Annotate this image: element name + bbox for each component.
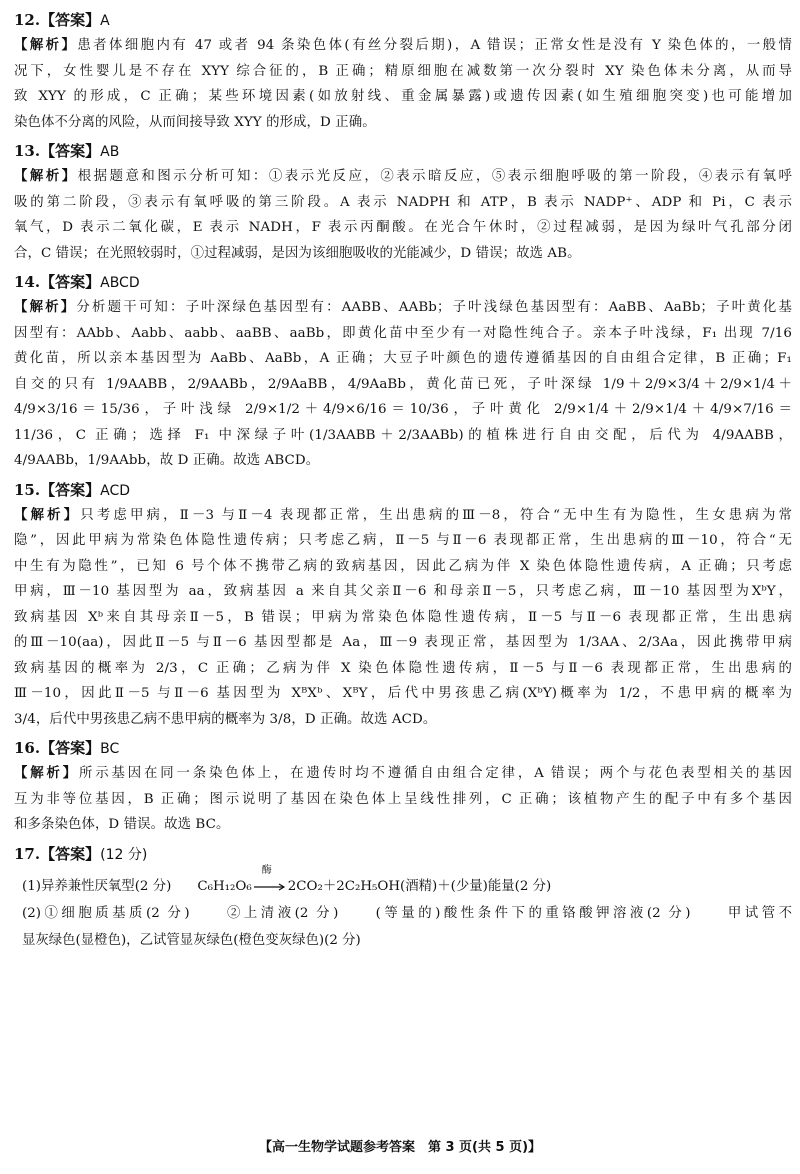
q15-analysis-label: 【解析】 bbox=[14, 506, 81, 523]
q15-analysis-line-2: 隐”，因此甲病为常染色体隐性遗传病；只考虑乙病，Ⅱ－5 与Ⅱ－6 表现都正常，生出患病的Ⅲ－10，符合“无 bbox=[14, 533, 792, 548]
question-17 bbox=[14, 842, 792, 954]
q13-answer: AB bbox=[100, 144, 120, 160]
q14-analysis-line-6: 11/36，C 正确；选择 F₁ 中深绿子叶(1/3AABB＋2/3AABb)的植株进行自由交配，后代为 4/9AABB， bbox=[14, 427, 792, 443]
q12-answer-line bbox=[14, 8, 792, 33]
q15-answer-line bbox=[14, 478, 792, 503]
q14-answer-label: 【答案】 bbox=[40, 273, 101, 291]
q12-answer: A bbox=[100, 13, 110, 29]
q17-score: (12 分) bbox=[100, 846, 148, 863]
q15-answer: ACD bbox=[100, 482, 131, 499]
q12-number: 12. bbox=[14, 11, 41, 29]
q17-sub2-line-1: (2)①细胞质基质(2 分) ②上清液(2 分) (等量的)酸性条件下的重铬酸钾溶液(2 分) 甲试管不 bbox=[22, 905, 792, 921]
q17-answer-label: 【答案】 bbox=[40, 844, 101, 863]
q17-sub2-line-2: 显灰绿色(显橙色)，乙试管显灰绿色(橙色变灰绿色)(2 分) bbox=[22, 932, 361, 948]
q13-answer-label: 【答案】 bbox=[40, 142, 101, 160]
page-footer: 【高一生物学试题参考答案 第 3 页(共 5 页)】 bbox=[258, 1140, 542, 1155]
q17-equation-arrow bbox=[253, 865, 287, 894]
question-14 bbox=[14, 270, 792, 474]
q15-analysis-line-7: 致病基因的概率为 2/3，C 正确；乙病为伴 X 染色体隐性遗传病，Ⅱ－5 与Ⅱ－6 表现都正常，生出患病的 bbox=[14, 660, 792, 676]
q12-analysis-label: 【解析】 bbox=[14, 37, 78, 53]
q12-analysis-line-4: 染色体不分离的风险，从而间接导致 XYY 的形成，D 正确。 bbox=[14, 114, 376, 130]
q17-answer-line bbox=[14, 842, 792, 867]
q13-analysis-line-3: 氧气，D 表示二氧化碳，E 表示 NADH，F 表示丙酮酸。在光合午休时，②过程减弱，是因为绿叶气孔部分闭 bbox=[14, 220, 792, 235]
q17-equation-products: 2CO₂＋2C₂H₅OH(酒精)＋(少量)能量(2 分) bbox=[287, 878, 552, 894]
q14-analysis-line-5: 4/9×3/16＝15/36，子叶浅绿 2/9×1/2＋4/9×6/16＝10/36，子叶黄化 2/9×1/4＋2/9×1/4＋4/9×7/16＝ bbox=[14, 402, 792, 417]
q15-analysis-line-5: 致病基因 Xᵇ来自其母亲Ⅱ－5，B 错误；甲病为常染色体隐性遗传病，Ⅱ－5 与Ⅱ－6 表现都正常，生出患病 bbox=[14, 609, 792, 625]
q15-analysis-line-8: Ⅲ－10，因此Ⅱ－5 与Ⅱ－6 基因型为 XᴮXᵇ、XᴮY，后代中男孩患乙病(XᵇY)概率为 1/2，不患甲病的概率为 bbox=[14, 686, 792, 701]
q15-number: 15. bbox=[14, 480, 41, 499]
q15-analysis-line-4: 甲病，Ⅲ－10 基因型为 aa，致病基因 a 来自其父亲Ⅱ－6 和母亲Ⅱ－5，只考虑乙病，Ⅲ－10 基因型为XᵇY， bbox=[14, 584, 792, 599]
q14-analysis-label: 【解析】 bbox=[14, 299, 77, 315]
q16-analysis-label: 【解析】 bbox=[14, 765, 80, 781]
q13-number: 13. bbox=[14, 142, 41, 160]
question-12 bbox=[14, 8, 792, 135]
q15-analysis-line-6: 的Ⅲ－10(aa)，因此Ⅱ－5 与Ⅱ－6 基因型都是 Aa，Ⅲ－9 表现正常，基因型为 1/3AA、2/3Aa，因此携带甲病 bbox=[14, 635, 792, 650]
q13-analysis-line-1: 【解析】根据题意和图示分析可知：①表示光反应，②表示暗反应，⑤表示细胞呼吸的第一阶段，④表示有氧呼 bbox=[14, 168, 793, 184]
q15-analysis-line-9: 3/4，后代中男孩患乙病不患甲病的概率为 3/8，D 正确。故选 ACD。 bbox=[14, 711, 437, 727]
q16-analysis-line-3: 和多条染色体，D 错误。故选 BC。 bbox=[14, 817, 230, 832]
q15-answer-label: 【答案】 bbox=[40, 480, 101, 499]
q17-equation-reactant: C₆H₁₂O₆ bbox=[197, 878, 252, 894]
q16-number: 16. bbox=[14, 739, 41, 757]
enzyme-label: 酶 bbox=[261, 865, 272, 876]
q14-answer-line bbox=[14, 270, 792, 295]
q15-analysis-line-3: 中生有为隐性”，已知 6 号个体不携带乙病的致病基因，因此乙病为伴 X 染色体隐性遗传病，A 正确；只考虑 bbox=[14, 558, 792, 574]
q12-analysis-line-3: 致 XYY 的形成，C 正确；某些环境因素(如放射线、重金属暴露)或遗传因素(如生殖细胞突变)也可能增加 bbox=[14, 89, 792, 104]
q17-number: 17. bbox=[14, 844, 41, 863]
q14-analysis-line-2: 因型有：AAbb、Aabb、aabb、aaBB、aaBb，即黄化苗中至少有一对隐性纯合子。亲本子叶浅绿，F₁ 出现 7/16 bbox=[14, 325, 792, 341]
q13-analysis-line-2: 吸的第二阶段，③表示有氧呼吸的第三阶段。A 表示 NADPH 和 ATP，B 表示 NADP⁺、ADP 和 Pi，C 表示 bbox=[14, 194, 792, 210]
q16-answer-line bbox=[14, 736, 792, 761]
q17-equation bbox=[197, 865, 552, 900]
question-16 bbox=[14, 736, 792, 838]
q12-answer-label: 【答案】 bbox=[40, 11, 101, 29]
q14-analysis-line-3: 黄化苗，所以亲本基因型为 AaBb、AaBb，A 正确；大豆子叶颜色的遗传遵循基因的自由组合定律，B 正确；F₁ bbox=[14, 351, 792, 366]
q17-sub1-line bbox=[14, 865, 792, 900]
q12-analysis-line-1: 【解析】患者体细胞内有 47 或者 94 条染色体(有丝分裂后期)，A 错误；正常女性是没有 Y 染色体的，一般情 bbox=[14, 37, 792, 53]
q13-answer-line bbox=[14, 139, 792, 164]
q13-analysis-label: 【解析】 bbox=[14, 168, 78, 184]
answer-page bbox=[14, 8, 792, 958]
reaction-arrow-icon bbox=[253, 883, 287, 891]
q14-analysis-line-7: 4/9AABb，1/9AAbb，故 D 正确。故选 ABCD。 bbox=[14, 453, 320, 468]
q12-analysis-line-2: 况下，女性婴儿是不存在 XYY 综合征的，B 正确；精原细胞在减数第一次分裂时 XY 染色体未分离，从而导 bbox=[14, 63, 792, 79]
q14-number: 14. bbox=[14, 273, 41, 291]
q16-answer-label: 【答案】 bbox=[40, 739, 101, 757]
question-13 bbox=[14, 139, 792, 266]
q17-sub1-text: (1)异养兼性厌氧型(2 分) bbox=[22, 878, 172, 894]
q14-analysis-line-1: 【解析】分析题干可知：子叶深绿色基因型有：AABB、AABb；子叶浅绿色基因型有：AaBB、AaBb；子叶黄化基 bbox=[14, 299, 793, 315]
q16-analysis-line-2: 互为非等位基因，B 正确；图示说明了基因在染色体上呈线性排列，C 正确；该植物产生的配子中有多个基因 bbox=[14, 791, 792, 807]
q14-answer: ABCD bbox=[100, 275, 140, 291]
q15-analysis-line-1: 【解析】只考虑甲病，Ⅱ－3 与Ⅱ－4 表现都正常，生出患病的Ⅲ－8，符合“无中生有为隐性，生女患病为常 bbox=[14, 506, 793, 523]
q16-analysis-line-1: 【解析】所示基因在同一条染色体上，在遗传时均不遵循自由组合定律，A 错误；两个与花色表型相关的基因 bbox=[14, 765, 792, 781]
q16-answer: BC bbox=[100, 741, 120, 757]
q14-analysis-line-4: 自交的只有 1/9AABB，2/9AABb，2/9AaBB，4/9AaBb，黄化苗已死，子叶深绿 1/9＋2/9×3/4＋2/9×1/4＋ bbox=[14, 376, 792, 392]
question-15 bbox=[14, 478, 792, 733]
q13-analysis-line-4: 合，C 错误；在光照较弱时，①过程减弱，是因为该细胞吸收的光能减少，D 错误；故选 AB。 bbox=[14, 245, 581, 261]
